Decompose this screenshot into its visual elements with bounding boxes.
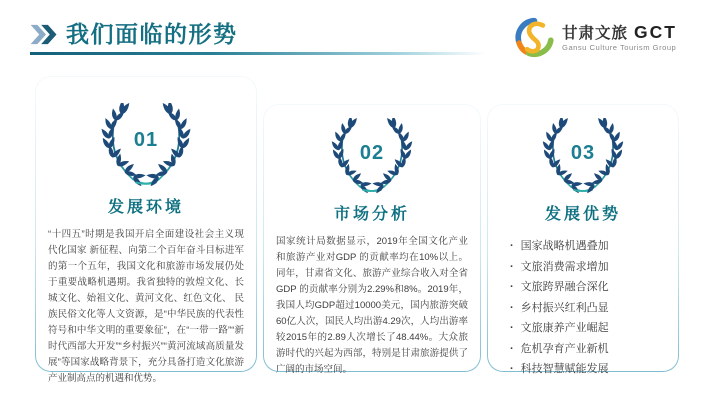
list-item-text: 文旅消费需求增加 <box>520 260 609 273</box>
card-title: 发展优势 <box>544 206 621 223</box>
bullet-dot: · <box>510 322 514 334</box>
company-logo <box>514 17 677 58</box>
logo-mark-icon <box>514 17 555 58</box>
logo-abbreviation: GCT <box>634 21 677 42</box>
list-item-text: 科技智慧赋能发展 <box>520 363 609 375</box>
list-item <box>510 257 678 278</box>
list-item-text: 文旅康养产业崛起 <box>520 322 609 334</box>
double-chevron-icon <box>30 23 60 46</box>
card-body-text: “十四五”时期是我国开启全面建设社会主义现代化国家 新征程、向第二个百年奋斗目标进军的第一个五年，我国文化和旅游市场发展仍处于重要战略机遇期。我省独特的敦煌文化、长城文化、始祖文化、黄河文化、红色文化、 民族民俗文化等人文资源，是“中华民族的代表性符号和中华文明的重要象征”，在“一带一路”“新时代西部大开发”“乡村振兴”“黄河流域高质量发展”等国家战略背景下，充分具备打造文化旅游产业制高点的机遇和优势。 <box>48 229 244 384</box>
advantages-list <box>488 236 678 380</box>
bullet-dot: · <box>510 260 514 273</box>
laurel-wreath-icon <box>86 103 206 187</box>
card-title: 发展环境 <box>107 199 184 216</box>
list-item <box>510 339 678 360</box>
list-item <box>510 359 678 380</box>
list-item-text: 国家战略机遇叠加 <box>520 240 609 252</box>
list-item <box>510 236 678 257</box>
list-item-text: 危机孕育产业新机 <box>520 342 609 355</box>
page-title: 我们面临的形势 <box>66 21 238 47</box>
logo-en-name: Gansu Culture Tourism Group <box>562 42 677 52</box>
title-underline <box>30 52 486 55</box>
card-title: 市场分析 <box>333 206 410 223</box>
logo-text <box>562 23 677 53</box>
card-body-text: 国家统计局数据显示，2019年全国文化产业和旅游产业对GDP 的贡献率均在10%以上。同年，甘肃省文化、旅游产业综合收入对全省GDP 的贡献率分别为2.29%和8%。2019年，我国人均GDP超过10000美元，国内旅游突破60亿人次，国民人均出游4.29次，人均出游率较2015年的2.89人次增长了48.44%。大众旅游时代的兴起为西部，特别是甘肃旅游提供了广阔的市场空间。 <box>276 236 468 375</box>
bullet-dot: · <box>510 281 514 293</box>
laurel-wreath-icon <box>312 118 432 194</box>
bullet-dot: · <box>510 342 514 355</box>
bullet-dot: · <box>510 240 514 252</box>
card-number: 02 <box>359 141 385 164</box>
card-market-analysis <box>263 104 481 375</box>
content-cards <box>35 76 679 384</box>
list-item <box>510 298 678 319</box>
card-number: 03 <box>570 141 596 164</box>
card-number: 01 <box>133 129 159 152</box>
bullet-dot: · <box>510 363 514 375</box>
laurel-wreath-icon <box>523 118 643 194</box>
list-item <box>510 318 678 339</box>
card-development-advantages <box>487 104 679 375</box>
logo-cn-name: 甘肃文旅 <box>562 24 629 42</box>
list-item-text: 乡村振兴红利凸显 <box>520 301 609 314</box>
list-item-text: 文旅跨界融合深化 <box>520 281 609 293</box>
card-development-environment <box>35 76 257 384</box>
bullet-dot: · <box>510 301 514 314</box>
list-item <box>510 277 678 298</box>
